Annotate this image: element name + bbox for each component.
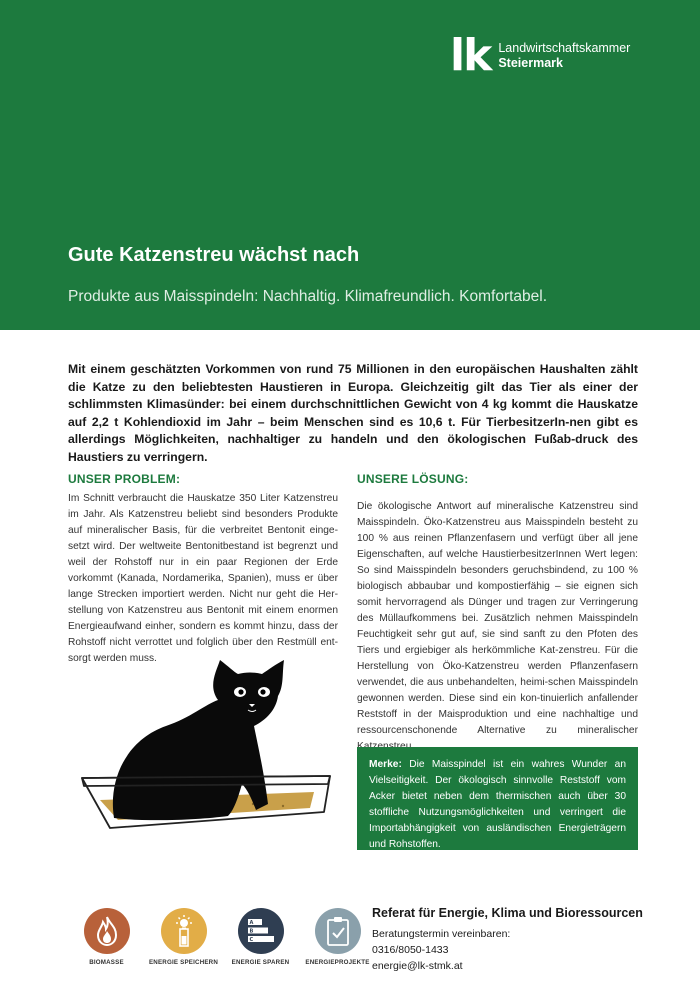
logo-line-1: Landwirtschaftskammer bbox=[498, 41, 631, 55]
merke-text: Die Maisspindel ist ein wahres Wunder an Vielseitigkeit. Der ökologisch sinnvolle Reststoff vom Acker bietet neben dem thermischen auch über 30 stoffliche Nutzungsmöglichkeiten und verringert die Importabhängigkeit von ausländischen Energieträgern und Rohstoffen. bbox=[369, 759, 626, 850]
solution-text: Die ökologische Antwort auf mineralische Katzenstreu sind Maisspindeln. Öko-Katzenstreu aus Maisspindeln besteht zu 100 % aus reinen Pflanzenfasern und verfügt über all jene Eigenschaften, auf welche HaustierbesitzerInnen Wert legen: So sind Maisspindeln besonders geruchsbindend, zu 100 % biologisch abbaubar und kompostierfähig – sie eignen sich somit hervorragend als Dünger und tragen zur Verringerung des Müllaufkommens bei. Zusätzlich nehmen Maisspindeln Feuchtigkeit sehr gut auf, sie sind sanft zu den Pfoten des Tiers und ergiebiger als herkömmliche Kat-zenstreu. Für die Herstellung von Öko-Katzenstreu werden Pflanzenfasern verwendet, die aus unbehandelten, heimi-schen Maisspindeln gewonnen werden. Diese sind ein kon-tinuierlich anfallender Reststoff in der Maisproduktion und eine nachhaltige und ressourcenschonende Alternative zu mineralischer bbox=[357, 501, 638, 736]
icon-label: ENERGIE SPEICHERN bbox=[148, 959, 219, 966]
header-banner bbox=[0, 0, 700, 330]
logo-mark: lk bbox=[450, 30, 491, 81]
sun-battery-icon bbox=[161, 908, 207, 954]
flame-icon bbox=[84, 908, 130, 954]
logo-line-2: Steiermark bbox=[498, 56, 563, 70]
svg-text:A: A bbox=[249, 920, 253, 926]
svg-text:C: C bbox=[249, 937, 253, 943]
problem-heading: UNSER PROBLEM: bbox=[68, 472, 181, 486]
topic-energie-speichern bbox=[145, 908, 222, 966]
contact-block bbox=[372, 906, 643, 974]
energy-rating-icon bbox=[238, 908, 284, 954]
icon-label: BIOMASSE bbox=[89, 959, 124, 966]
svg-text:B: B bbox=[249, 928, 253, 935]
topic-icons bbox=[68, 908, 376, 966]
intro-paragraph: Mit einem geschätzten Vorkommen von rund 75 Millionen in den europäischen Haushalten zählt die Katze zu den beliebtesten Haustieren in Europa. Gleichzeitig gilt das Tier als einer der schlimmsten Klimasünder: bei einem durchschnittlichen Gewicht von 4 kg kommt die Hauskatze auf 2,2 t Kohlendioxid im Jahr – beim Menschen sind es 10,6 t. Für TierbesitzerIn-nen gibt es allerdings Möglichkeiten, nachhaltiger zu handeln und den ökologischen Fußab-druck des Haustiers zu verringern. bbox=[68, 362, 638, 464]
icon-label: ENERGIE SPAREN bbox=[231, 959, 290, 966]
lk-logo bbox=[450, 30, 631, 81]
contact-heading: Referat für Energie, Klima und Bioressourcen bbox=[372, 906, 643, 920]
merke-label: Merke: bbox=[369, 759, 402, 770]
page-subtitle: Produkte aus Maisspindeln: Nachhaltig. Klimafreundlich. Komfortabel. bbox=[68, 288, 548, 305]
page-title: Gute Katzenstreu wächst nach bbox=[68, 244, 360, 266]
contact-phone: 0316/8050-1433 bbox=[372, 944, 449, 956]
merke-box bbox=[357, 747, 638, 850]
contact-appointment: Beratungstermin vereinbaren: bbox=[372, 928, 511, 940]
clipboard-check-icon bbox=[315, 908, 361, 954]
icon-label: ENERGIEPROJEKTE bbox=[305, 959, 370, 966]
topic-biomasse bbox=[68, 908, 145, 966]
contact-email[interactable]: energie@lk-stmk.at bbox=[372, 960, 463, 972]
logo-text bbox=[498, 41, 630, 71]
topic-energieprojekte bbox=[299, 908, 376, 966]
solution-heading: UNSERE LÖSUNG: bbox=[357, 472, 469, 486]
topic-energie-sparen bbox=[222, 908, 299, 966]
cat-in-litter-box-illustration bbox=[78, 660, 348, 840]
problem-text: Im Schnitt verbraucht die Hauskatze 350 Liter Katzenstreu im Jahr. Als Katzenstreu beliebt sind besonders Produkte auf mineralischer Basis, für die verbreitet Bentonit einge-setzt wird. Der weltweite Bentonitbestand ist begrenzt und weil der Rohstoff nur in ein paar Regionen der Erde vorkommt (Kanada, Nordamerika, Spanien), muss er über lange Strecken importiert werden. Nicht nur geht die Her-stellung von Katzenstreu aus Bentonit mit einem enormen Energieaufwand einher, sondern es kommt hinzu, dass der Rohstoff nicht verrottet und folglich über den Restmüll ent-sorgt werden muss. bbox=[68, 493, 338, 664]
